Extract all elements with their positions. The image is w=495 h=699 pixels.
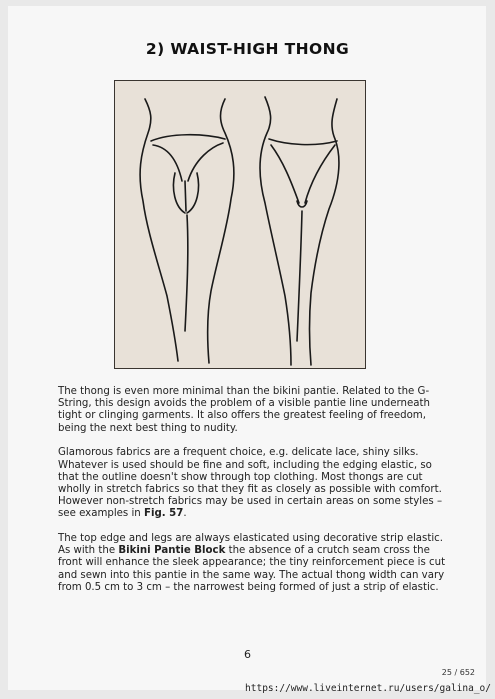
front-view-centre bbox=[297, 211, 302, 341]
front-view-left-outline bbox=[260, 97, 291, 365]
front-view-leg-left bbox=[271, 145, 299, 203]
back-view-thong-left bbox=[153, 145, 182, 181]
front-view-right-outline bbox=[310, 99, 339, 365]
back-view-thong-right bbox=[188, 143, 223, 181]
source-url: https://www.liveinternet.ru/users/galina_o/ bbox=[245, 683, 491, 694]
front-view-leg-right bbox=[305, 145, 335, 203]
block-reference: Bikini Pantie Block bbox=[118, 545, 226, 557]
fig-reference: Fig. 57 bbox=[144, 508, 184, 520]
front-view-waistband bbox=[269, 139, 337, 145]
paragraph-fabrics bbox=[58, 447, 450, 520]
body-text bbox=[58, 386, 450, 607]
thong-illustration bbox=[114, 80, 366, 369]
page-number: 6 bbox=[244, 648, 251, 661]
back-view-waistband bbox=[151, 135, 225, 141]
paragraph-fabrics-end: . bbox=[183, 508, 187, 520]
back-view-crease bbox=[185, 181, 186, 211]
paragraph-elastic-text: The top edge and legs are always elasticated using decorative strip elastic. As with the bbox=[58, 533, 444, 557]
back-view-buttock-left bbox=[173, 173, 185, 213]
page-title: 2) WAIST-HIGH THONG bbox=[145, 40, 350, 58]
paragraph-intro: The thong is even more minimal than the bikini pantie. Related to the G-String, this design avoids the problem of a visible pantie line underneath tight or clinging garments. It also offers the greatest feeling of freedom, being the next best thing to nudity. bbox=[58, 386, 430, 434]
figure-drawing bbox=[115, 81, 365, 368]
paragraph-fabrics-text: Glamorous fabrics are a frequent choice, e.g. delicate lace, shiny silks. Whatever is used should be fine and soft, including the edging elastic, so that the outline doesn't show through top clothing. Most thongs are cut wholly in stretch fabrics so that they fit as closely as possible with comfort. However non-stretch fabrics may be used in certain areas on some styles – see examples in bbox=[58, 447, 443, 520]
back-view-leg-gap bbox=[185, 215, 188, 331]
paragraph-elastic bbox=[58, 533, 450, 594]
paragraph-elastic-end: the absence of a crutch seam cross the front will enhance the sleek appearance; the tiny reinforcement piece is cut and sewn into this pantie in the same way. The actual thong width can vary from 0.5 cm to 3 cm – the narrowest being formed of just a strip of elastic. bbox=[58, 545, 446, 593]
page-counter: 25 / 652 bbox=[441, 668, 475, 677]
